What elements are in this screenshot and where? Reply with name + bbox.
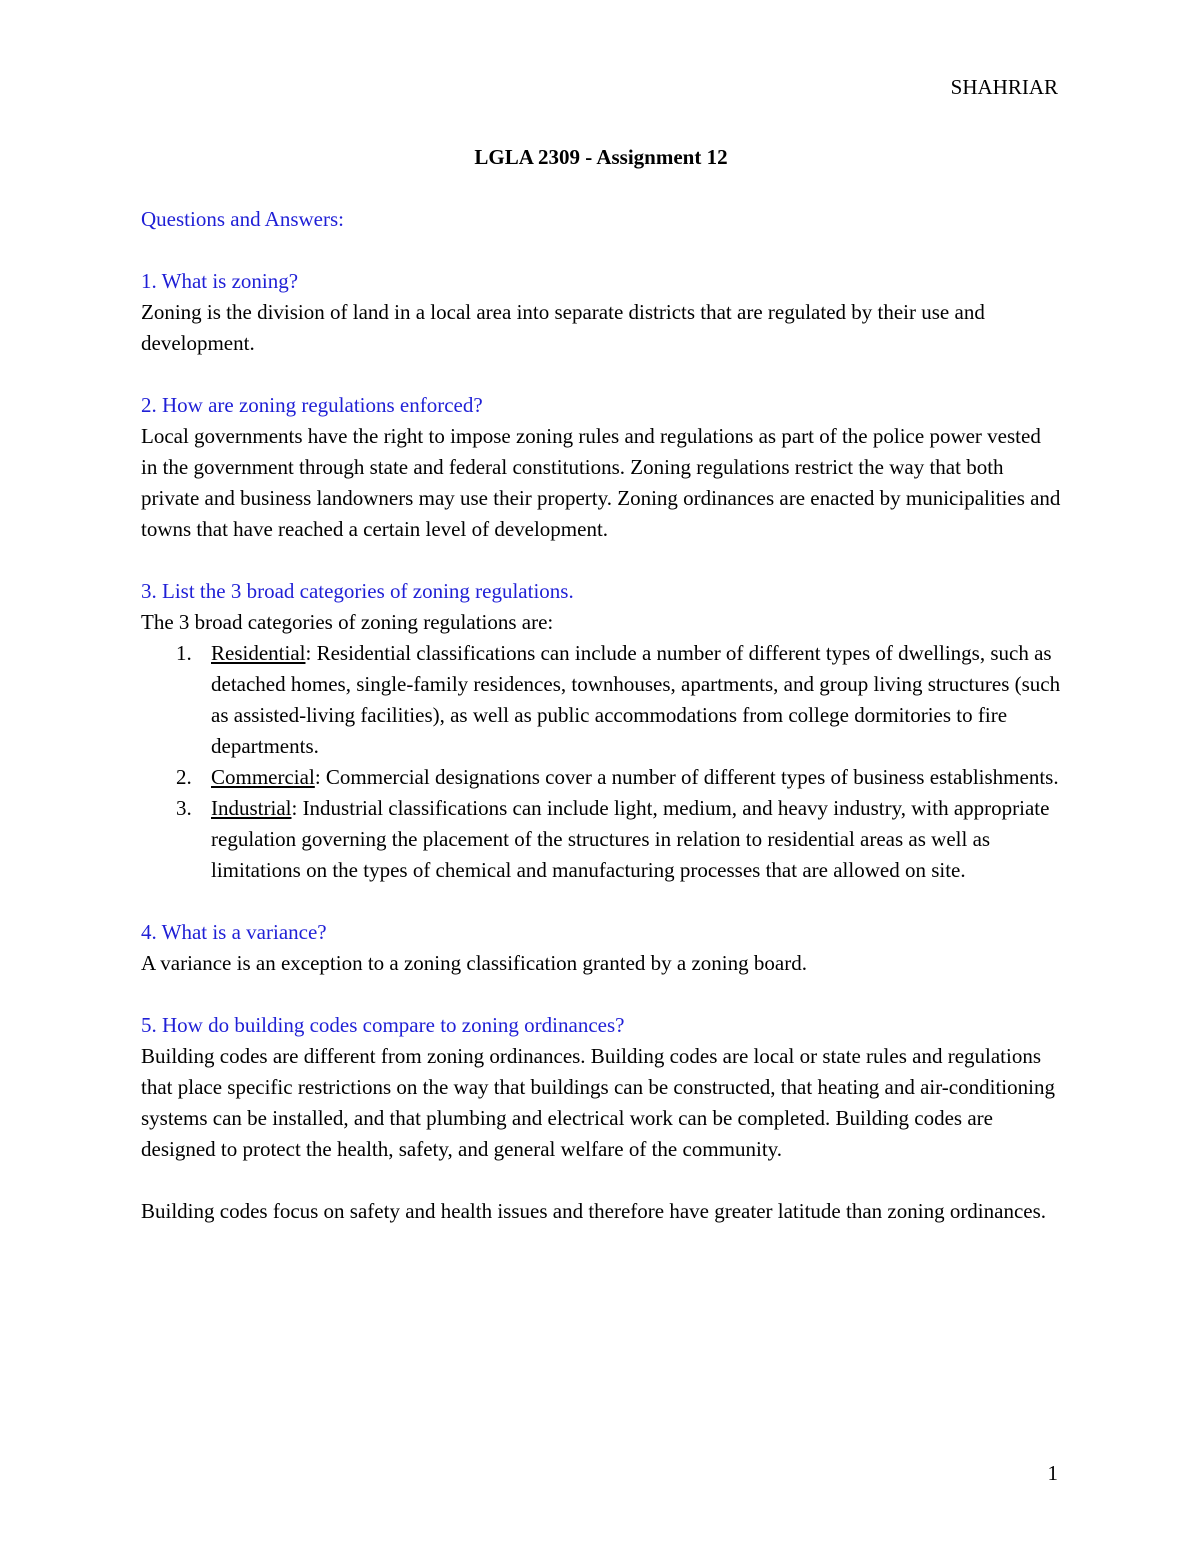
document-body [141,142,1061,1227]
header-author-name: SHAHRIAR [950,75,1058,99]
list-item-number: 1. [176,641,192,665]
answer-5-continued: Building codes focus on safety and health issues and therefore have greater latitude than zoning ordinances. [141,1199,1047,1223]
question-5: 5. How do building codes compare to zoning ordinances? [141,1013,625,1037]
question-1: 1. What is zoning? [141,269,299,293]
question-3: 3. List the 3 broad categories of zoning regulations. [141,579,574,603]
list-item-term: Commercial [211,765,315,789]
list-item-term: Residential [211,641,306,665]
document-title: LGLA 2309 - Assignment 12 [474,145,728,169]
answer-2: Local governments have the right to impose zoning rules and regulations as part of the police power vested in the government through state and federal constitutions. Zoning regulations restrict the way that both private and business landowners may use their property. Zoning ordinances are enacted by municipalities and towns that have reached a certain level of development. [141,424,1061,541]
answer-1: Zoning is the division of land in a local area into separate districts that are regulated by their use and development. [141,300,985,355]
question-2: 2. How are zoning regulations enforced? [141,393,483,417]
list-item-text: : Residential classifications can include a number of different types of dwellings, such as detached homes, single-family residences, townhouses, apartments, and group living structures (such as assisted-living facilities), as well as public accommodations from college dormitories to fire departments. [211,641,1061,758]
answer-3-intro: The 3 broad categories of zoning regulations are: [141,610,554,634]
question-4: 4. What is a variance? [141,920,327,944]
list-item-text: : Industrial classifications can include light, medium, and heavy industry, with appropriate regulation governing the placement of the structures in relation to residential areas as well as limitations on the types of chemical and manufacturing processes that are allowed on site. [211,796,1050,882]
list-item [141,638,1061,762]
section-heading: Questions and Answers: [141,207,344,231]
list-item [141,762,1061,793]
page-number: 1 [1047,1461,1058,1485]
zoning-categories-list [141,638,1061,886]
list-item [141,793,1061,886]
list-item-number: 3. [176,796,192,820]
answer-4: A variance is an exception to a zoning classification granted by a zoning board. [141,951,807,975]
list-item-term: Industrial [211,796,292,820]
list-item-text: : Commercial designations cover a number of different types of business establishments. [314,765,1059,789]
answer-5: Building codes are different from zoning ordinances. Building codes are local or state rules and regulations that place specific restrictions on the way that buildings can be constructed, that heating and air-conditioning systems can be installed, and that plumbing and electrical work can be completed. Building codes are designed to protect the health, safety, and general welfare of the community. [141,1044,1055,1161]
list-item-number: 2. [176,765,192,789]
